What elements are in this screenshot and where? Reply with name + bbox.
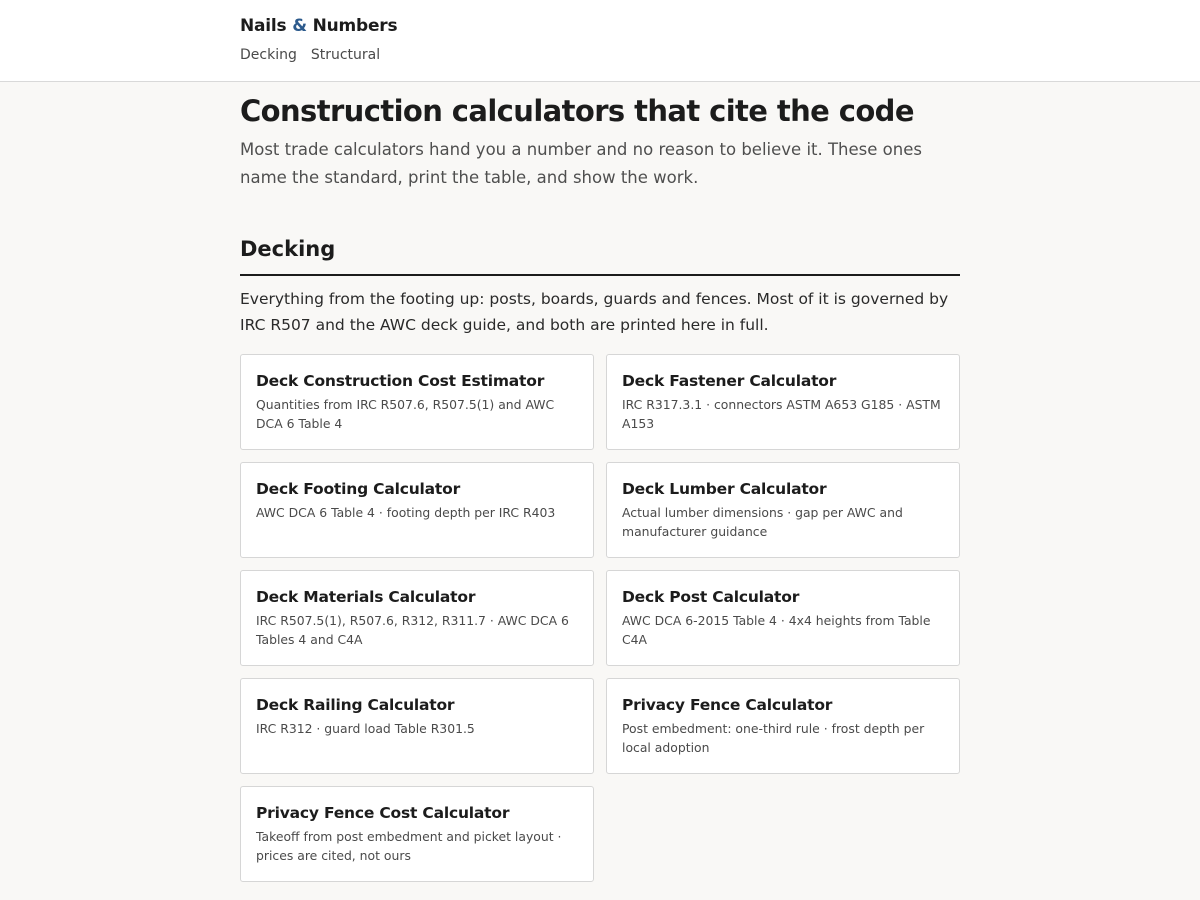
section-heading-decking: Decking — [240, 235, 960, 276]
card-subtitle: IRC R507.5(1), R507.6, R312, R311.7 · AWC DCA 6 Tables 4 and C4A — [256, 613, 569, 647]
card-title: Privacy Fence Cost Calculator — [256, 804, 510, 822]
card-subtitle: Actual lumber dimensions · gap per AWC and manufacturer guidance — [622, 505, 903, 539]
card-title: Deck Footing Calculator — [256, 480, 461, 498]
card-title: Deck Post Calculator — [622, 588, 800, 606]
card-subtitle: Post embedment: one-third rule · frost depth per local adoption — [622, 721, 925, 755]
card-subtitle: IRC R312 · guard load Table R301.5 — [256, 721, 475, 736]
calculator-card-deck-construction-cost[interactable] — [240, 354, 594, 450]
site-logo[interactable] — [240, 16, 397, 36]
calculator-card-deck-fastener[interactable] — [606, 354, 960, 450]
card-title: Deck Materials Calculator — [256, 588, 476, 606]
card-subtitle: AWC DCA 6-2015 Table 4 · 4x4 heights from Table C4A — [622, 613, 931, 647]
calculator-card-deck-post[interactable] — [606, 570, 960, 666]
card-subtitle: Takeoff from post embedment and picket layout · prices are cited, not ours — [256, 829, 562, 863]
calculator-card-deck-railing[interactable] — [240, 678, 594, 774]
card-title: Privacy Fence Calculator — [622, 696, 833, 714]
card-title: Deck Construction Cost Estimator — [256, 372, 545, 390]
main-content — [240, 82, 960, 882]
site-header — [0, 0, 1200, 82]
calculator-card-deck-materials[interactable] — [240, 570, 594, 666]
brand-left: Nails — [240, 16, 287, 36]
main-nav — [240, 47, 380, 63]
card-subtitle: IRC R317.3.1 · connectors ASTM A653 G185 · ASTM A153 — [622, 397, 941, 431]
nav-link-decking[interactable]: Decking — [240, 47, 297, 63]
brand-ampersand: & — [292, 16, 307, 36]
calculator-card-privacy-fence-cost[interactable] — [240, 786, 594, 882]
nav-link-structural[interactable]: Structural — [310, 47, 381, 63]
card-subtitle: AWC DCA 6 Table 4 · footing depth per IRC R403 — [256, 505, 556, 520]
card-title: Deck Fastener Calculator — [622, 372, 837, 390]
card-title: Deck Railing Calculator — [256, 696, 455, 714]
section-description: Everything from the footing up: posts, boards, guards and fences. Most of it is governed by IRC R507 and the AWC deck guide, and both are printed here in full. — [240, 290, 949, 334]
brand-right: Numbers — [312, 16, 398, 36]
calculator-grid — [240, 354, 960, 882]
calculator-card-deck-lumber[interactable] — [606, 462, 960, 558]
calculator-card-privacy-fence[interactable] — [606, 678, 960, 774]
page-title: Construction calculators that cite the code — [240, 94, 914, 128]
calculator-card-deck-footing[interactable] — [240, 462, 594, 558]
intro-text: Most trade calculators hand you a number and no reason to believe it. These ones name the standard, print the table, and show the work. — [240, 140, 922, 187]
card-subtitle: Quantities from IRC R507.6, R507.5(1) and AWC DCA 6 Table 4 — [256, 397, 555, 431]
card-title: Deck Lumber Calculator — [622, 480, 827, 498]
